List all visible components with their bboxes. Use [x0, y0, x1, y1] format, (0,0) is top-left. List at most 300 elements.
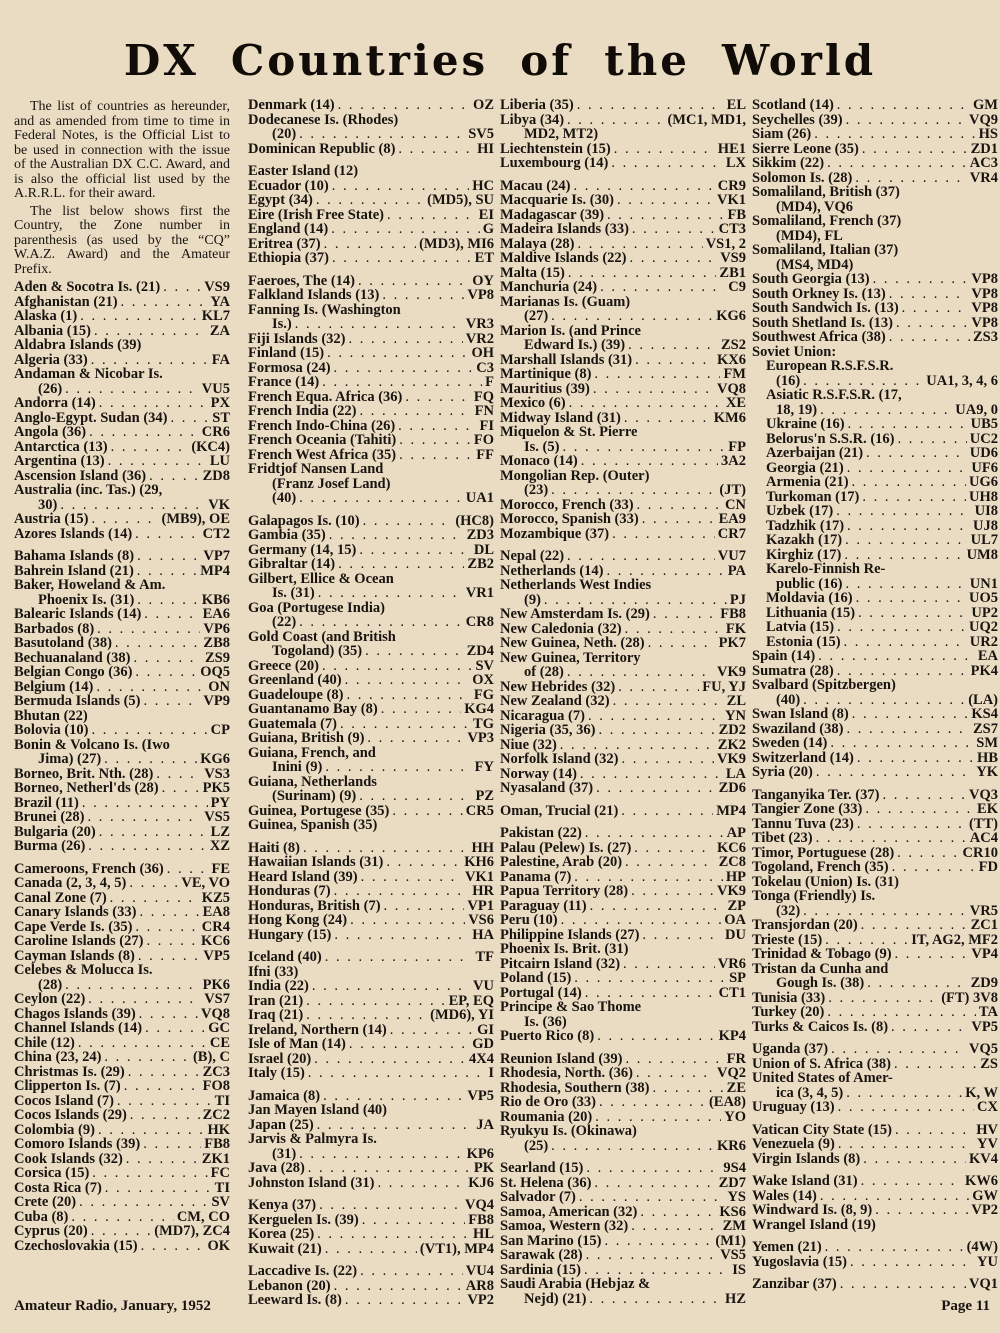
country-name: Australia (inc. Tas.) (29,	[14, 482, 163, 498]
country-row	[248, 586, 494, 601]
country-row	[500, 1277, 746, 1292]
leader-dots	[844, 548, 963, 563]
country-row	[248, 222, 494, 237]
country-name: Crete (20)	[14, 1194, 77, 1210]
country-name: Wake Island (31)	[752, 1173, 858, 1189]
leader-dots	[306, 1008, 427, 1023]
country-row	[248, 1198, 494, 1213]
leader-dots	[145, 1021, 205, 1036]
country-row	[500, 622, 746, 637]
country-name: Nyasaland (37)	[500, 780, 594, 796]
country-row	[14, 1181, 230, 1196]
country-name: Aldabra Islands (39)	[14, 337, 142, 353]
amateur-prefix: ZP	[727, 897, 746, 914]
country-row	[752, 330, 998, 345]
country-row	[752, 817, 998, 832]
leader-dots	[60, 498, 205, 513]
leader-dots	[149, 469, 199, 484]
country-name: Burma (26)	[14, 838, 86, 854]
country-row	[500, 1263, 746, 1278]
country-row	[14, 564, 230, 579]
country-row	[752, 606, 998, 621]
country-name: Nepal (22)	[500, 548, 565, 564]
country-name: Panama (7)	[500, 868, 572, 885]
country-row	[752, 98, 998, 113]
country-row	[752, 287, 998, 302]
amateur-prefix: VP8	[971, 300, 998, 316]
country-row	[14, 1065, 230, 1080]
leader-dots	[635, 353, 714, 368]
country-row	[248, 514, 494, 529]
country-name: Marion Is. (and Prince	[500, 322, 641, 339]
leader-dots	[847, 519, 970, 534]
leader-dots	[390, 1023, 474, 1038]
country-row	[14, 781, 230, 796]
leader-dots	[574, 971, 726, 986]
amateur-prefix: FO8	[202, 1078, 230, 1094]
leader-dots	[889, 330, 970, 345]
country-row	[752, 461, 998, 476]
amateur-prefix: LU	[209, 453, 230, 469]
leader-dots	[875, 1203, 968, 1218]
amateur-prefix: UR2	[969, 633, 998, 650]
country-name: Norfolk Island (32)	[500, 751, 619, 767]
country-row	[248, 870, 494, 885]
amateur-prefix: (VT1), MP4	[419, 1240, 494, 1257]
country-row	[500, 1248, 746, 1263]
title-word: World	[721, 36, 877, 85]
leader-dots	[653, 607, 717, 622]
country-name: Nejd) (21)	[524, 1290, 587, 1307]
country-row	[14, 1239, 230, 1254]
leader-dots	[405, 390, 470, 405]
country-name: Iceland (40)	[248, 949, 322, 965]
leader-dots	[350, 913, 465, 928]
country-row	[500, 752, 746, 767]
country-row	[14, 1195, 230, 1210]
country-row	[500, 251, 746, 266]
country-name: of (28)	[524, 664, 564, 680]
leader-dots	[830, 736, 973, 751]
footer-publication: Amateur Radio, January, 1952	[14, 1298, 211, 1314]
country-row	[752, 1123, 998, 1138]
country-name: Albania (15)	[14, 322, 91, 339]
amateur-prefix: UH8	[969, 488, 998, 505]
country-row	[500, 512, 746, 527]
amateur-prefix: UO5	[969, 590, 998, 606]
leader-dots	[895, 947, 969, 962]
country-name: Kazakh (17)	[766, 532, 843, 548]
country-name: Virgin Islands (8)	[752, 1150, 861, 1167]
country-row	[500, 454, 746, 469]
country-row	[500, 1066, 746, 1081]
amateur-prefix: (HC8)	[455, 512, 494, 529]
country-row	[14, 920, 230, 935]
country-row	[14, 454, 230, 469]
country-name: Cape Verde Is. (35)	[14, 918, 133, 935]
country-row	[752, 678, 998, 693]
country-name: Sikkim (22)	[752, 155, 825, 171]
leader-dots	[590, 899, 725, 914]
leader-dots	[299, 491, 463, 506]
amateur-prefix: ZD6	[718, 780, 746, 796]
leader-dots	[110, 891, 199, 906]
amateur-prefix: ON	[208, 678, 230, 695]
country-row	[752, 1057, 998, 1072]
country-row	[14, 963, 230, 978]
leader-dots	[362, 1213, 465, 1228]
leader-dots	[544, 593, 727, 608]
country-name: Eritrea (37)	[248, 235, 321, 252]
leader-dots	[306, 994, 445, 1009]
leader-dots	[327, 346, 468, 361]
amateur-prefix: UP2	[971, 604, 998, 621]
leader-dots	[345, 673, 470, 688]
amateur-prefix: (B), C	[192, 1049, 230, 1065]
leader-dots	[92, 512, 159, 527]
leader-dots	[803, 374, 923, 389]
country-row	[500, 564, 746, 579]
amateur-prefix: (M1)	[715, 1232, 746, 1249]
leader-dots	[399, 448, 473, 463]
amateur-prefix: ZS7	[973, 720, 998, 737]
leader-dots	[902, 301, 969, 316]
country-name: Somaliland, Italian (37)	[752, 242, 899, 258]
country-row	[752, 171, 998, 186]
amateur-prefix: VQ8	[717, 380, 746, 397]
leader-dots	[857, 817, 966, 832]
country-row	[248, 979, 494, 994]
leader-dots	[642, 512, 716, 527]
amateur-prefix: VQ3	[969, 786, 998, 803]
leader-dots	[827, 156, 967, 171]
country-name: Ecuador (10)	[248, 177, 329, 194]
leader-dots	[135, 665, 197, 680]
country-name: Iran (21)	[248, 992, 304, 1009]
country-name: Reunion Island (39)	[500, 1050, 623, 1067]
leader-dots	[586, 1161, 720, 1176]
country-name: Belorus'n S.S.R. (16)	[766, 430, 895, 447]
leader-dots	[295, 317, 463, 332]
country-row	[14, 978, 230, 993]
amateur-prefix: FP	[728, 438, 746, 455]
country-row	[752, 200, 998, 215]
country-name: Canada (2, 3, 4, 5)	[14, 875, 127, 891]
intro-paragraph-1: The list of countries as hereunder, and as amended from time to time in Federal Notes, is the Official List to be used in connection with the issue of the Australian DX C.C. Award, and is also the official list used by the A.R.R.L. for their award.	[14, 99, 230, 201]
leader-dots	[585, 826, 724, 841]
country-row	[752, 591, 998, 606]
amateur-prefix: VS5	[204, 809, 230, 825]
leader-dots	[898, 432, 967, 447]
country-row	[752, 243, 998, 258]
leader-dots	[831, 1042, 966, 1057]
country-name: Liechtenstein (15)	[500, 140, 611, 157]
leader-dots	[642, 928, 722, 943]
page-title	[0, 36, 1000, 85]
country-row	[500, 1052, 746, 1067]
amateur-prefix: ZD2	[718, 722, 746, 738]
amateur-prefix: ZD1	[970, 140, 998, 157]
leader-dots	[111, 440, 189, 455]
country-row	[248, 1227, 494, 1242]
country-name: New Amsterdam Is. (29)	[500, 606, 650, 622]
country-name: Algeria (33)	[14, 351, 88, 368]
leader-dots	[130, 1108, 200, 1123]
country-name: Somaliland, French (37)	[752, 213, 902, 229]
country-row	[500, 193, 746, 208]
amateur-prefix: KC6	[201, 933, 230, 949]
leader-dots	[340, 717, 470, 732]
amateur-prefix: VU	[473, 978, 494, 994]
amateur-prefix: PK6	[202, 976, 230, 993]
country-row	[500, 826, 746, 841]
country-name: Syria (20)	[752, 764, 813, 780]
country-row	[752, 432, 998, 447]
leader-dots	[133, 651, 202, 666]
country-name: Wales (14)	[752, 1187, 817, 1204]
country-name: Ireland, Northern (14)	[248, 1021, 387, 1038]
country-name: Andaman & Nicobar Is.	[14, 366, 163, 382]
country-name: Sarawak (28)	[500, 1247, 583, 1263]
country-row	[500, 280, 746, 295]
country-name: Hungary (15)	[248, 926, 332, 943]
country-name: Greenland (40)	[248, 672, 342, 688]
country-name: Morocco, French (33)	[500, 496, 634, 513]
country-name: Marshall Islands (31)	[500, 351, 633, 368]
country-row	[500, 295, 746, 310]
leader-dots	[115, 636, 201, 651]
amateur-prefix: (4W)	[966, 1239, 998, 1255]
country-name: Karelo-Finnish Re-	[766, 561, 886, 577]
country-name: Marianas Is. (Guam)	[500, 293, 631, 310]
leader-dots	[65, 382, 199, 397]
leader-dots	[636, 1066, 714, 1081]
leader-dots	[896, 316, 968, 331]
country-row	[752, 1203, 998, 1218]
amateur-prefix: SM	[976, 735, 998, 751]
country-name: Edward Is.) (39)	[524, 337, 626, 353]
amateur-prefix: CX	[977, 1099, 998, 1115]
country-row	[248, 303, 494, 318]
country-row	[752, 1071, 998, 1086]
country-row	[500, 1095, 746, 1110]
country-row	[752, 475, 998, 490]
country-name: Barbados (8)	[14, 620, 95, 637]
leader-dots	[825, 933, 908, 948]
country-row	[248, 251, 494, 266]
leader-dots	[334, 884, 470, 899]
country-row	[500, 1015, 746, 1030]
country-name: England (14)	[248, 221, 329, 237]
country-name: Is. (31)	[272, 585, 315, 601]
amateur-prefix: EP, EQ	[448, 992, 494, 1009]
country-name: (40)	[776, 691, 801, 708]
country-row	[248, 1147, 494, 1162]
country-name: Nigeria (35, 36)	[500, 722, 596, 738]
amateur-prefix: SV	[475, 657, 494, 674]
country-name: Southwest Africa (38)	[752, 329, 886, 345]
leader-dots	[891, 1020, 968, 1035]
country-row	[500, 884, 746, 899]
country-name: Sardinia (15)	[500, 1261, 581, 1278]
amateur-prefix: HS	[978, 126, 998, 142]
leader-dots	[334, 928, 469, 943]
country-name: (20)	[272, 126, 297, 142]
country-name: (32)	[776, 902, 801, 919]
amateur-prefix: KB6	[201, 591, 230, 608]
amateur-prefix: VK1	[465, 868, 494, 885]
amateur-prefix: VS9	[720, 250, 746, 266]
amateur-prefix: IT, AG2, MF2	[911, 931, 998, 948]
country-name: Kirghiz (17)	[766, 546, 842, 563]
country-name: Madeira Islands (33)	[500, 221, 629, 237]
country-name: Uzbek (17)	[766, 503, 834, 519]
country-row	[500, 870, 746, 885]
amateur-prefix: VP2	[971, 1202, 998, 1218]
country-name: (16)	[776, 372, 801, 389]
country-name: Borneo, Brit. Nth. (28)	[14, 765, 154, 782]
country-name: Searland (15)	[500, 1160, 584, 1176]
country-name: (31)	[272, 1145, 297, 1162]
leader-dots	[827, 1005, 976, 1020]
column-4	[752, 97, 1000, 1292]
amateur-prefix: ZS2	[721, 337, 746, 353]
country-name: Solomon Is. (28)	[752, 169, 853, 186]
country-row	[14, 905, 230, 920]
country-row	[500, 382, 746, 397]
amateur-prefix: GM	[973, 97, 998, 113]
country-row	[248, 1089, 494, 1104]
country-name: New Caledonia (32)	[500, 620, 622, 637]
country-row	[752, 577, 998, 592]
amateur-prefix: VR1	[465, 585, 494, 601]
country-name: Antarctica (13)	[14, 438, 108, 455]
leader-dots	[634, 841, 714, 856]
country-name: Faeroes, The (14)	[248, 272, 355, 289]
country-name: France (14)	[248, 374, 320, 390]
country-name: Sierre Leone (35)	[752, 140, 859, 157]
amateur-prefix: ZS9	[205, 649, 230, 666]
country-row	[752, 388, 998, 403]
amateur-prefix: LX	[725, 155, 746, 171]
leader-dots	[624, 411, 711, 426]
country-name: (MD4), FL	[776, 227, 843, 244]
amateur-prefix: VK9	[717, 883, 746, 899]
country-name: Belgian Congo (36)	[14, 664, 133, 680]
amateur-prefix: KS6	[719, 1203, 746, 1220]
amateur-prefix: HI	[477, 140, 494, 157]
amateur-prefix: FQ	[473, 388, 494, 405]
leader-dots	[332, 251, 472, 266]
leader-dots	[844, 635, 967, 650]
country-name: MD2, MT2)	[524, 126, 599, 142]
country-row	[248, 572, 494, 587]
country-name: Transjordan (20)	[752, 917, 858, 933]
country-row	[14, 1079, 230, 1094]
amateur-prefix: CE	[209, 1034, 230, 1051]
amateur-prefix: UM8	[966, 546, 998, 563]
leader-dots	[121, 295, 208, 310]
leader-dots	[618, 680, 699, 695]
country-name: (22)	[272, 614, 297, 630]
leader-dots	[569, 396, 723, 411]
country-name: Mongolian Rep. (Outer)	[500, 467, 650, 484]
country-name: Union of S. Africa (38)	[752, 1055, 891, 1072]
amateur-prefix: OZ	[473, 97, 494, 113]
leader-dots	[163, 280, 201, 295]
amateur-prefix: (MD6), YI	[430, 1007, 494, 1023]
country-row	[248, 1052, 494, 1067]
amateur-prefix: FB	[727, 206, 746, 223]
leader-dots	[631, 1219, 719, 1234]
country-name: Argentina (13)	[14, 453, 105, 469]
country-name: (9)	[524, 591, 541, 608]
amateur-prefix: FD	[978, 859, 998, 875]
amateur-prefix: TI	[214, 1179, 230, 1196]
leader-dots	[652, 1081, 723, 1096]
amateur-prefix: TI	[214, 1092, 230, 1109]
country-row	[500, 651, 746, 666]
country-row	[14, 367, 230, 382]
country-row	[752, 860, 998, 875]
amateur-prefix: EI	[478, 206, 494, 223]
amateur-prefix: VP8	[971, 314, 998, 331]
amateur-prefix: CT2	[202, 525, 230, 542]
amateur-prefix: C3	[476, 359, 494, 376]
leader-dots	[91, 1224, 152, 1239]
amateur-prefix: KL7	[201, 308, 230, 324]
amateur-prefix: LA	[725, 765, 746, 782]
amateur-prefix: (JT)	[719, 482, 746, 498]
country-row	[248, 1176, 494, 1191]
country-name: Chagos Islands (39)	[14, 1005, 136, 1022]
leader-dots	[846, 1086, 962, 1101]
country-name: Gough Is. (38)	[776, 975, 865, 991]
country-row	[500, 98, 746, 113]
leader-dots	[857, 751, 974, 766]
country-row	[14, 324, 230, 339]
country-row	[248, 899, 494, 914]
country-name: Rhodesia, Southern (38)	[500, 1079, 650, 1096]
country-row	[500, 208, 746, 223]
leader-dots	[551, 483, 716, 498]
leader-dots	[845, 577, 966, 592]
country-name: Cameroons, French (36)	[14, 860, 164, 877]
amateur-prefix: HA	[472, 926, 494, 943]
amateur-prefix: (TT)	[969, 815, 998, 832]
amateur-prefix: VP3	[467, 730, 494, 746]
country-name: Honduras, British (7)	[248, 897, 381, 914]
country-row	[500, 425, 746, 440]
leader-dots	[607, 208, 724, 223]
leader-dots	[567, 665, 714, 680]
leader-dots	[345, 1293, 465, 1308]
leader-dots	[825, 1240, 964, 1255]
country-name: Asiatic R.S.F.S.R. (17,	[766, 387, 902, 403]
leader-dots	[866, 446, 967, 461]
country-row	[14, 607, 230, 622]
country-name: Bermuda Islands (5)	[14, 693, 141, 709]
leader-dots	[65, 978, 199, 993]
country-name: Turkoman (17)	[766, 488, 860, 505]
amateur-prefix: PK4	[970, 662, 998, 679]
country-name: Seychelles (39)	[752, 111, 843, 128]
country-row	[752, 649, 998, 664]
country-name: Guiana, British (9)	[248, 730, 365, 746]
country-row	[500, 411, 746, 426]
country-row	[752, 1240, 998, 1255]
leader-dots	[865, 802, 974, 817]
